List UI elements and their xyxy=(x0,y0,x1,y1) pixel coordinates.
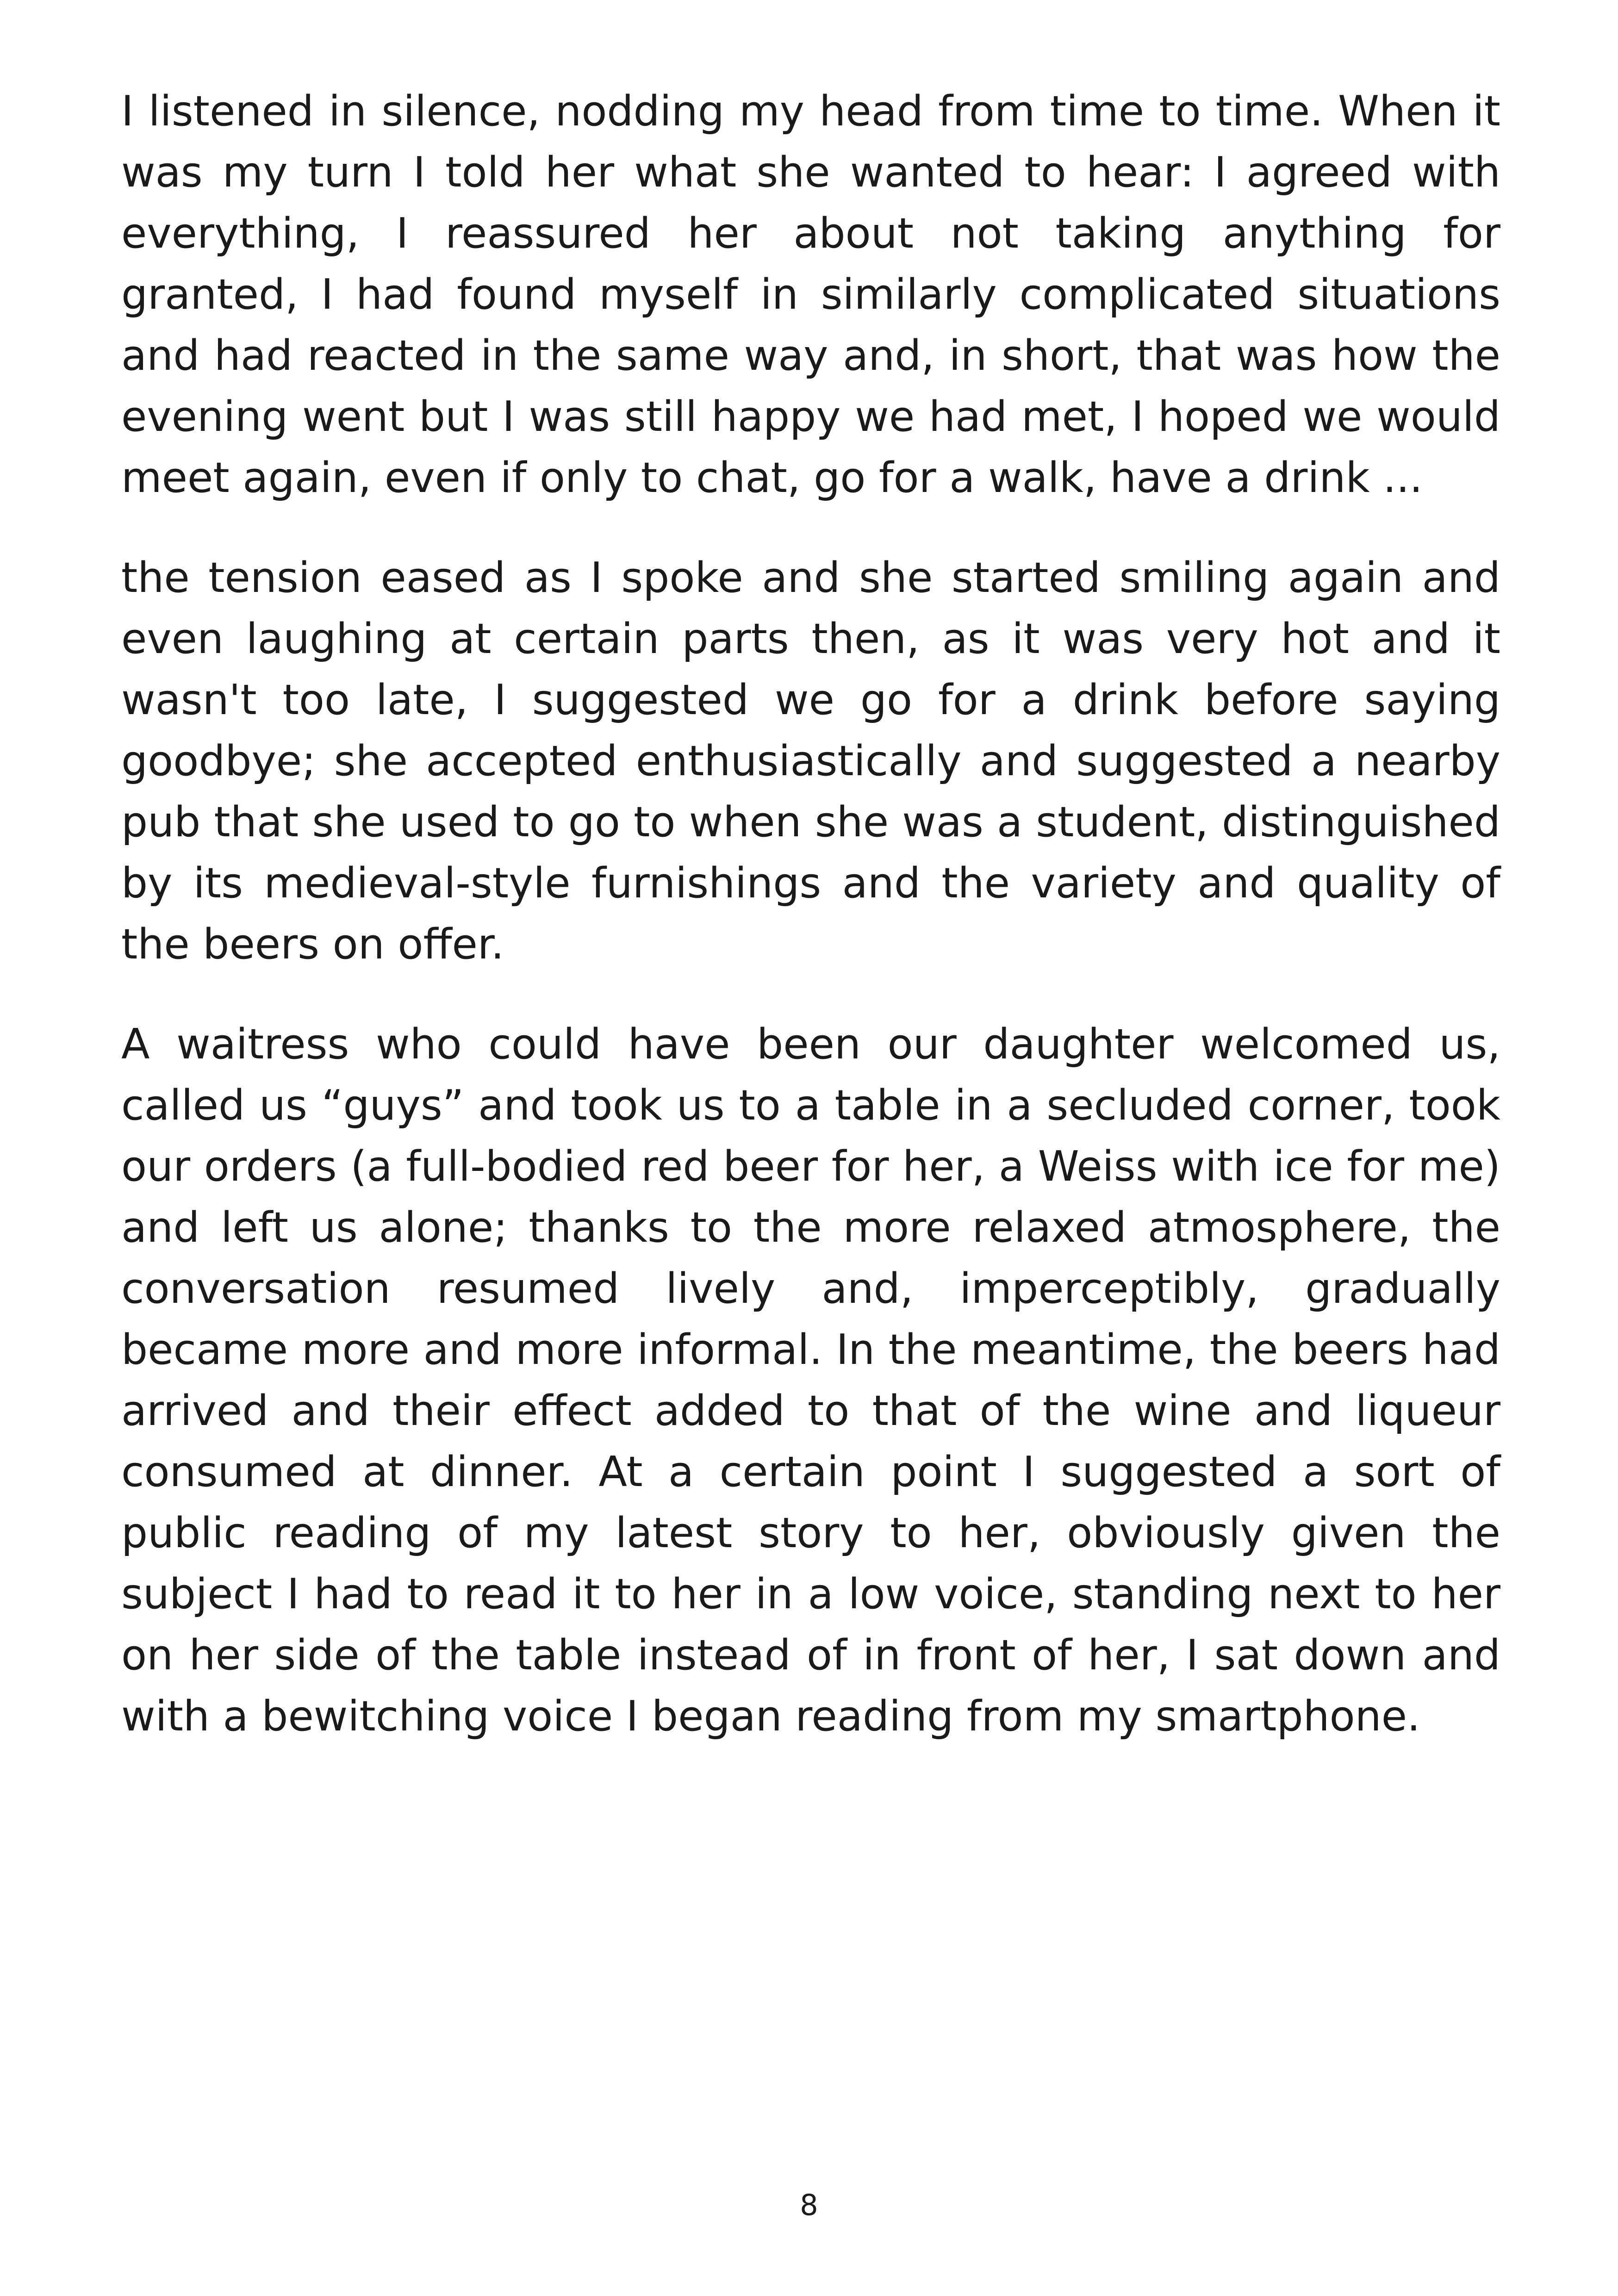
paragraph-3: A waitress who could have been our daughter welcomed us, called us “guys” and took us to a table in a secluded corner, took our orders (a full-bodied red beer for her, a Weiss with ice for me) and left us alone; thanks to the more relaxed atmosphere, the conversation resumed lively and, imperceptibly, gradually became more and more informal. In the meantime, the beers had arrived and their effect added to that of the wine and liqueur consumed at dinner. At a certain point I suggested a sort of public reading of my latest story to her, obviously given the subject I had to read it to her in a low voice, standing next to her on her side of the table instead of in front of her, I sat down and with a bewitching voice I began reading from my smartphone. xyxy=(121,1020,1500,1741)
body-text xyxy=(121,81,1500,1786)
paragraph-1: I listened in silence, nodding my head from time to time. When it was my turn I told her what she wanted to hear: I agreed with everything, I reassured her about not taking anything for granted, I had found myself in similarly complicated situations and had reacted in the same way and, in short, that was how the evening went but I was still happy we had met, I hoped we would meet again, even if only to chat, go for a walk, have a drink ... xyxy=(121,87,1500,502)
paragraph-2: the tension eased as I spoke and she started smiling again and even laughing at certain parts then, as it was very hot and it wasn't too late, I suggested we go for a drink before saying goodbye; she accepted enthusiastically and suggested a nearby pub that she used to go to when she was a student, distinguished by its medieval-style furnishings and the variety and quality of the beers on offer. xyxy=(121,554,1500,969)
page-number: 8 xyxy=(800,2188,818,2222)
